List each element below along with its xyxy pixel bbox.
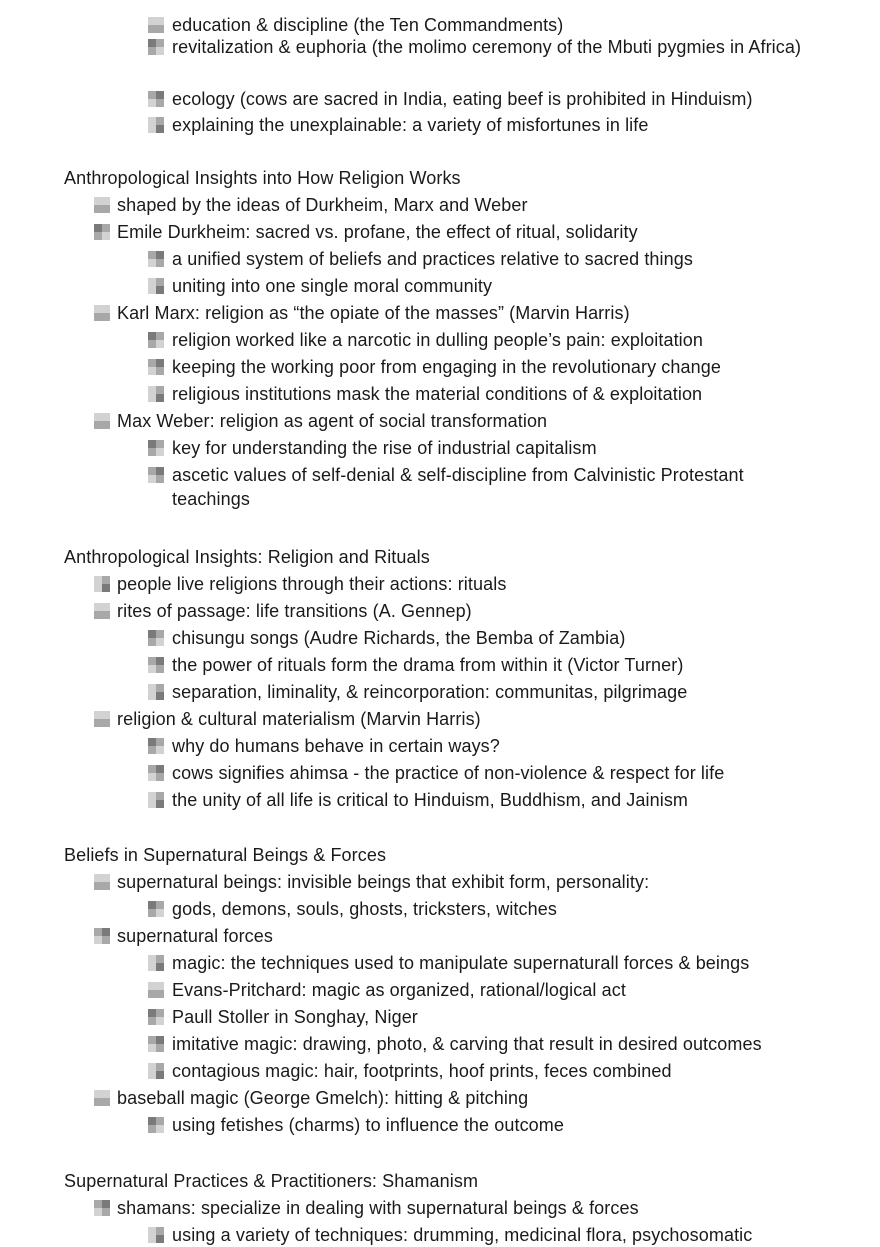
sub-list-item: cows signifies ahimsa - the practice of non-violence & respect for life xyxy=(172,763,725,783)
list-item: supernatural forces xyxy=(117,926,273,946)
bullet-icon xyxy=(94,413,110,429)
sub-list-item: why do humans behave in certain ways? xyxy=(172,736,500,756)
bullet-icon xyxy=(148,684,164,700)
list-item: Emile Durkheim: sacred vs. profane, the effect of ritual, solidarity xyxy=(117,222,638,242)
bullet-icon xyxy=(94,928,110,944)
bullet-icon xyxy=(148,738,164,754)
list-item: supernatural beings: invisible beings that exhibit form, personality: xyxy=(117,872,650,892)
sub-list-item: ascetic values of self-denial & self-discipline from Calvinistic Protestant teachings xyxy=(172,465,744,509)
sub-list-item: Paull Stoller in Songhay, Niger xyxy=(172,1007,418,1027)
list-item: rites of passage: life transitions (A. Gennep) xyxy=(117,601,472,621)
list-item: education & discipline (the Ten Commandments) xyxy=(172,15,564,35)
sub-list-item: Evans-Pritchard: magic as organized, rational/logical act xyxy=(172,980,626,1000)
sub-list-item: contagious magic: hair, footprints, hoof prints, feces combined xyxy=(172,1061,672,1081)
section-heading: Supernatural Practices & Practitioners: Shamanism xyxy=(64,1171,479,1191)
section-heading: Beliefs in Supernatural Beings & Forces xyxy=(64,845,387,865)
sub-list-item: gods, demons, souls, ghosts, tricksters, witches xyxy=(172,899,557,919)
bullet-icon xyxy=(148,39,164,55)
bullet-icon xyxy=(94,711,110,727)
sub-list-item: a unified system of beliefs and practices relative to sacred things xyxy=(172,249,693,269)
sub-list-item: using fetishes (charms) to influence the outcome xyxy=(172,1115,564,1135)
sub-list-item: the unity of all life is critical to Hinduism, Buddhism, and Jainism xyxy=(172,790,689,810)
bullet-icon xyxy=(148,1227,164,1243)
bullet-icon xyxy=(148,386,164,402)
bullet-icon xyxy=(94,224,110,240)
bullet-icon xyxy=(148,1036,164,1052)
list-item: shamans: specialize in dealing with supernatural beings & forces xyxy=(117,1198,639,1218)
bullet-icon xyxy=(148,467,164,483)
sub-list-item: key for understanding the rise of industrial capitalism xyxy=(172,438,597,458)
bullet-icon xyxy=(148,955,164,971)
bullet-icon xyxy=(94,1090,110,1106)
bullet-icon xyxy=(148,91,164,107)
list-item: religion & cultural materialism (Marvin Harris) xyxy=(117,709,481,729)
bullet-icon xyxy=(94,603,110,619)
sub-list-item: religion worked like a narcotic in dulling people’s pain: exploitation xyxy=(172,330,703,350)
bullet-icon xyxy=(148,440,164,456)
bullet-icon xyxy=(148,278,164,294)
bullet-icon xyxy=(148,251,164,267)
list-item: Karl Marx: religion as “the opiate of the masses” (Marvin Harris) xyxy=(117,303,630,323)
bullet-icon xyxy=(148,359,164,375)
bullet-icon xyxy=(148,657,164,673)
list-item: people live religions through their actions: rituals xyxy=(117,574,507,594)
bullet-icon xyxy=(94,197,110,213)
bullet-icon xyxy=(94,1200,110,1216)
section-heading: Anthropological Insights into How Religion Works xyxy=(64,168,461,188)
bullet-icon xyxy=(148,117,164,133)
section-heading: Anthropological Insights: Religion and Rituals xyxy=(64,547,430,567)
bullet-icon xyxy=(148,1063,164,1079)
bullet-icon xyxy=(148,792,164,808)
bullet-icon xyxy=(148,765,164,781)
sub-list-item: religious institutions mask the material conditions of & exploitation xyxy=(172,384,703,404)
sub-list-item: separation, liminality, & reincorporation: communitas, pilgrimage xyxy=(172,682,688,702)
sub-list-item: uniting into one single moral community xyxy=(172,276,493,296)
bullet-icon xyxy=(148,901,164,917)
sub-list-item: chisungu songs (Audre Richards, the Bemba of Zambia) xyxy=(172,628,626,648)
list-item: shaped by the ideas of Durkheim, Marx and Weber xyxy=(117,195,528,215)
list-item: explaining the unexplainable: a variety of misfortunes in life xyxy=(172,115,649,135)
bullet-icon xyxy=(148,17,164,33)
bullet-icon xyxy=(148,982,164,998)
sub-list-item: using a variety of techniques: drumming, medicinal flora, psychosomatic xyxy=(172,1225,753,1245)
list-item: ecology (cows are sacred in India, eating beef is prohibited in Hinduism) xyxy=(172,89,753,109)
bullet-icon xyxy=(148,630,164,646)
bullet-icon xyxy=(94,874,110,890)
bullet-icon xyxy=(148,1009,164,1025)
list-item: baseball magic (George Gmelch): hitting & pitching xyxy=(117,1088,529,1108)
list-item: Max Weber: religion as agent of social transformation xyxy=(117,411,548,431)
sub-list-item: magic: the techniques used to manipulate supernaturall forces & beings xyxy=(172,953,750,973)
bullet-icon xyxy=(148,332,164,348)
sub-list-item: the power of rituals form the drama from within it (Victor Turner) xyxy=(172,655,684,675)
list-item: revitalization & euphoria (the molimo ceremony of the Mbuti pygmies in Africa) xyxy=(172,37,802,57)
bullet-icon xyxy=(148,1117,164,1133)
bullet-icon xyxy=(94,576,110,592)
sub-list-item: imitative magic: drawing, photo, & carving that result in desired outcomes xyxy=(172,1034,762,1054)
bullet-icon xyxy=(94,305,110,321)
sub-list-item: keeping the working poor from engaging in the revolutionary change xyxy=(172,357,721,377)
